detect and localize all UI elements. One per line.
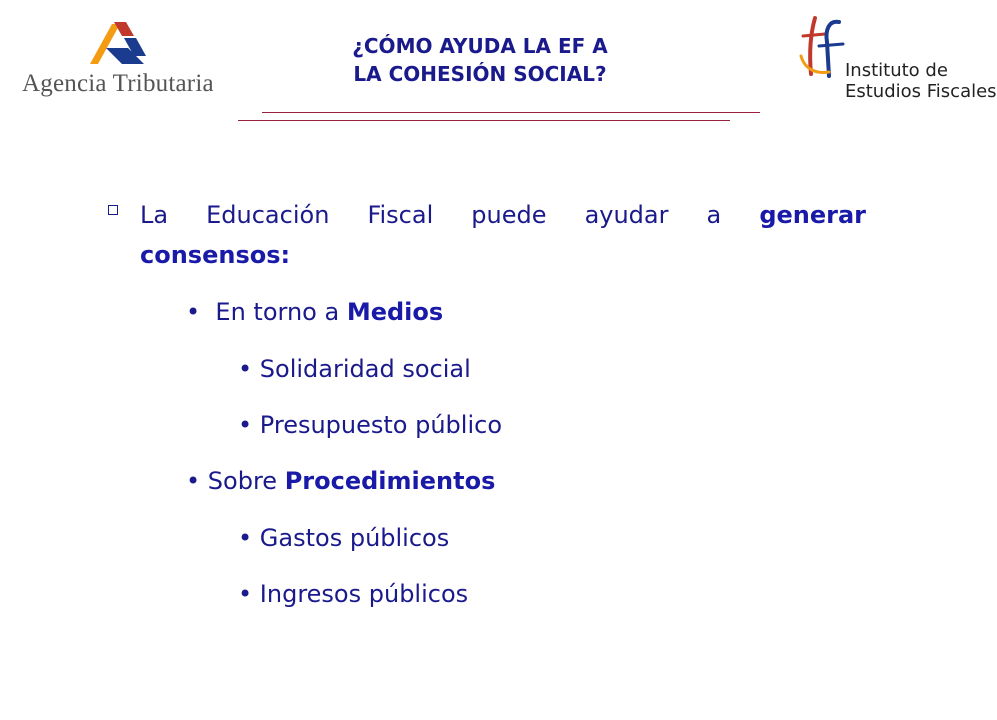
title-underline-bottom: [238, 120, 730, 121]
group-procedimientos: [186, 466, 495, 496]
instituto-estudios-fiscales-logo: [795, 12, 997, 107]
list-item: [238, 523, 449, 553]
agencia-tributaria-logo: [22, 18, 222, 98]
group-medios: [186, 297, 443, 327]
ief-name-line-2: Estudios Fiscales: [845, 81, 997, 102]
lead-emphasis-consensos: consensos:: [140, 241, 291, 269]
title-line-1: ¿CÓMO AYUDA LA EF A: [352, 34, 608, 58]
bullet-icon: •: [186, 298, 201, 326]
group-procedimientos-prefix: Sobre: [207, 467, 278, 495]
list-item: [238, 410, 502, 440]
bullet-icon: •: [238, 411, 253, 439]
ief-name-line-1: Instituto de: [845, 60, 948, 81]
item-gastos-publicos: Gastos públicos: [259, 524, 450, 552]
title-underline-top: [262, 112, 760, 113]
item-presupuesto-publico: Presupuesto público: [259, 411, 502, 439]
checkbox-bullet-icon: [108, 205, 118, 215]
group-procedimientos-emphasis: Procedimientos: [284, 467, 496, 495]
title-line-2: LA COHESIÓN SOCIAL?: [353, 62, 607, 86]
ief-name: [845, 60, 997, 102]
group-medios-prefix: En torno a: [215, 298, 340, 326]
list-item: [238, 354, 471, 384]
bullet-icon: •: [238, 580, 253, 608]
lead-text: La Educación Fiscal puede ayudar a: [140, 201, 722, 229]
bullet-icon: •: [238, 355, 253, 383]
group-medios-emphasis: Medios: [346, 298, 444, 326]
slide-content: [108, 195, 866, 275]
lead-line-1: [140, 195, 866, 235]
agencia-tributaria-emblem-icon: [84, 18, 156, 68]
agencia-tributaria-name: Agencia Tributaria: [22, 70, 214, 97]
page-title: [250, 32, 710, 88]
lead-emphasis-generar: generar: [759, 201, 866, 229]
item-solidaridad-social: Solidaridad social: [259, 355, 471, 383]
bullet-icon: •: [238, 524, 253, 552]
bullet-icon: •: [186, 467, 201, 495]
lead-paragraph: [108, 195, 866, 275]
list-item: [238, 579, 468, 609]
item-ingresos-publicos: Ingresos públicos: [259, 580, 469, 608]
